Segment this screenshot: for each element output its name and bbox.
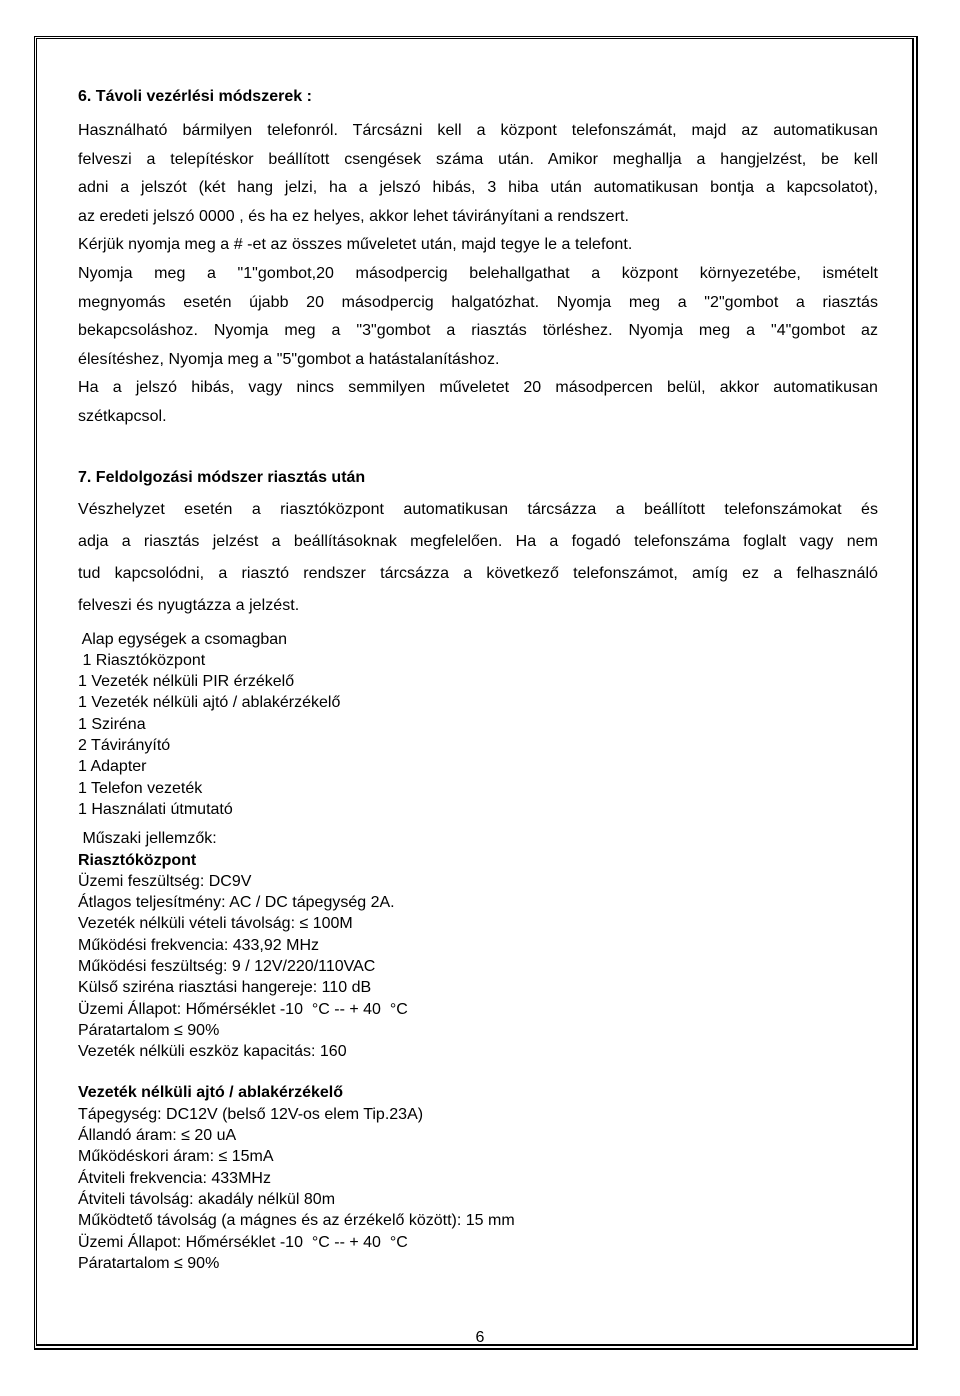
section-7-line: adja a riasztás jelzést a beállításoknak megfelelően. Ha a fogadó telefonszáma foglalt vagy nem (78, 532, 878, 550)
package-item: 1 Használati útmutató (78, 800, 233, 818)
spec-item: Átlagos teljesítmény: AC / DC tápegység 2A. (78, 894, 395, 912)
technical-specs (78, 828, 878, 1274)
package-item: 1 Adapter (78, 758, 147, 776)
spec-item: Vezeték nélküli vételi távolság: ≤ 100M (78, 915, 353, 933)
section-7-title: 7. Feldolgozási módszer riasztás után (78, 468, 366, 486)
spec-item: Páratartalom ≤ 90% (78, 1254, 220, 1272)
package-item: 1 Vezeték nélküli PIR érzékelő (78, 673, 295, 691)
central-unit-title: Riasztóközpont (78, 851, 197, 869)
spec-item: Páratartalom ≤ 90% (78, 1021, 220, 1039)
spacer (78, 1062, 878, 1082)
door-sensor-title: Vezeték nélküli ajtó / ablakérzékelő (78, 1084, 344, 1102)
package-item: 1 Sziréna (78, 715, 146, 733)
section-6-line: adni a jelszót (két hang jelzi, ha a jelszó hibás, 3 hiba után automatikusan bontja a kapcsolatot), (78, 179, 878, 197)
section-6-line: megnyomás esetén újabb 20 másodpercig halgatózhat. Nyomja meg a "2"gombot a riasztás (78, 293, 878, 311)
section-6-line: Használható bármilyen telefonról. Tárcsázni kell a központ telefonszámát, majd az automatikusan (78, 122, 878, 139)
spec-item: Működtető távolság (a mágnes és az érzékelő között): 15 mm (78, 1212, 515, 1230)
package-item: 1 Riasztóközpont (78, 651, 206, 669)
section-7 (78, 462, 878, 622)
spec-item: Állandó áram: ≤ 20 uA (78, 1127, 237, 1145)
section-6-line: szétkapcsol. (78, 407, 167, 425)
section-6-line: élesítéshez, Nyomja meg a "5"gombot a hatástalanításhoz. (78, 350, 500, 368)
specs-heading: Műszaki jellemzők: (78, 830, 217, 848)
spec-item: Működéskori áram: ≤ 15mA (78, 1148, 274, 1166)
package-heading: Alap egységek a csomagban (78, 630, 288, 648)
spec-item: Átviteli frekvencia: 433MHz (78, 1169, 271, 1187)
section-6 (78, 87, 878, 432)
section-7-line: Vészhelyzet esetén a riasztóközpont automatikusan tárcsázza a beállított telefonszámokat és (78, 500, 878, 518)
page-number: 6 (475, 1329, 485, 1346)
section-6-line: az eredeti jelszó 0000 , és ha ez helyes, akkor lehet távirányítani a rendszert. (78, 207, 629, 225)
package-contents-list (78, 629, 878, 821)
section-7-line: felveszi és nyugtázza a jelzést. (78, 596, 300, 614)
section-6-line: felveszi a telepítéskor beállított csengések száma után. Amikor meghallja a hangjelzést, be kell (78, 150, 878, 168)
spec-item: Átviteli távolság: akadály nélkül 80m (78, 1190, 336, 1208)
spec-item: Vezeték nélküli eszköz kapacitás: 160 (78, 1043, 347, 1061)
spec-item: Üzemi Állapot: Hőmérséklet -10 °C -- + 40 °C (78, 1000, 408, 1018)
spec-item: Üzemi Állapot: Hőmérséklet -10 °C -- + 40 °C (78, 1233, 408, 1251)
spec-item: Tápegység: DC12V (belső 12V-os elem Tip.23A) (78, 1105, 424, 1123)
section-6-line: Ha a jelszó hibás, vagy nincs semmilyen műveletet 20 másodpercen belül, akkor automatikusan (78, 379, 878, 397)
spec-item: Üzemi feszültség: DC9V (78, 872, 252, 890)
spec-item: Működési frekvencia: 433,92 MHz (78, 936, 319, 954)
spec-item: Külső sziréna riasztási hangereje: 110 dB (78, 979, 372, 997)
spec-item: Működési feszültség: 9 / 12V/220/110VAC (78, 957, 376, 975)
page-content (78, 87, 878, 1274)
package-item: 1 Vezeték nélküli ajtó / ablakérzékelő (78, 694, 341, 712)
section-6-line: bekapcsoláshoz. Nyomja meg a "3"gombot a riasztás törléshez. Nyomja meg a "4"gombot az (78, 322, 878, 340)
section-6-line: Nyomja meg a "1"gombot,20 másodpercig belehallgathat a központ környezetébe, ismételt (78, 264, 878, 282)
section-6-title: 6. Távoli vezérlési módszerek : (78, 88, 312, 105)
package-item: 2 Távirányító (78, 737, 171, 755)
package-item: 1 Telefon vezeték (78, 779, 203, 797)
section-7-line: tud kapcsolódni, a riasztó rendszer tárcsázza a következő telefonszámot, amíg ez a felhasználó (78, 564, 878, 582)
section-6-line: Kérjük nyomja meg a # -et az összes műveletet után, majd tegye le a telefont. (78, 236, 633, 254)
